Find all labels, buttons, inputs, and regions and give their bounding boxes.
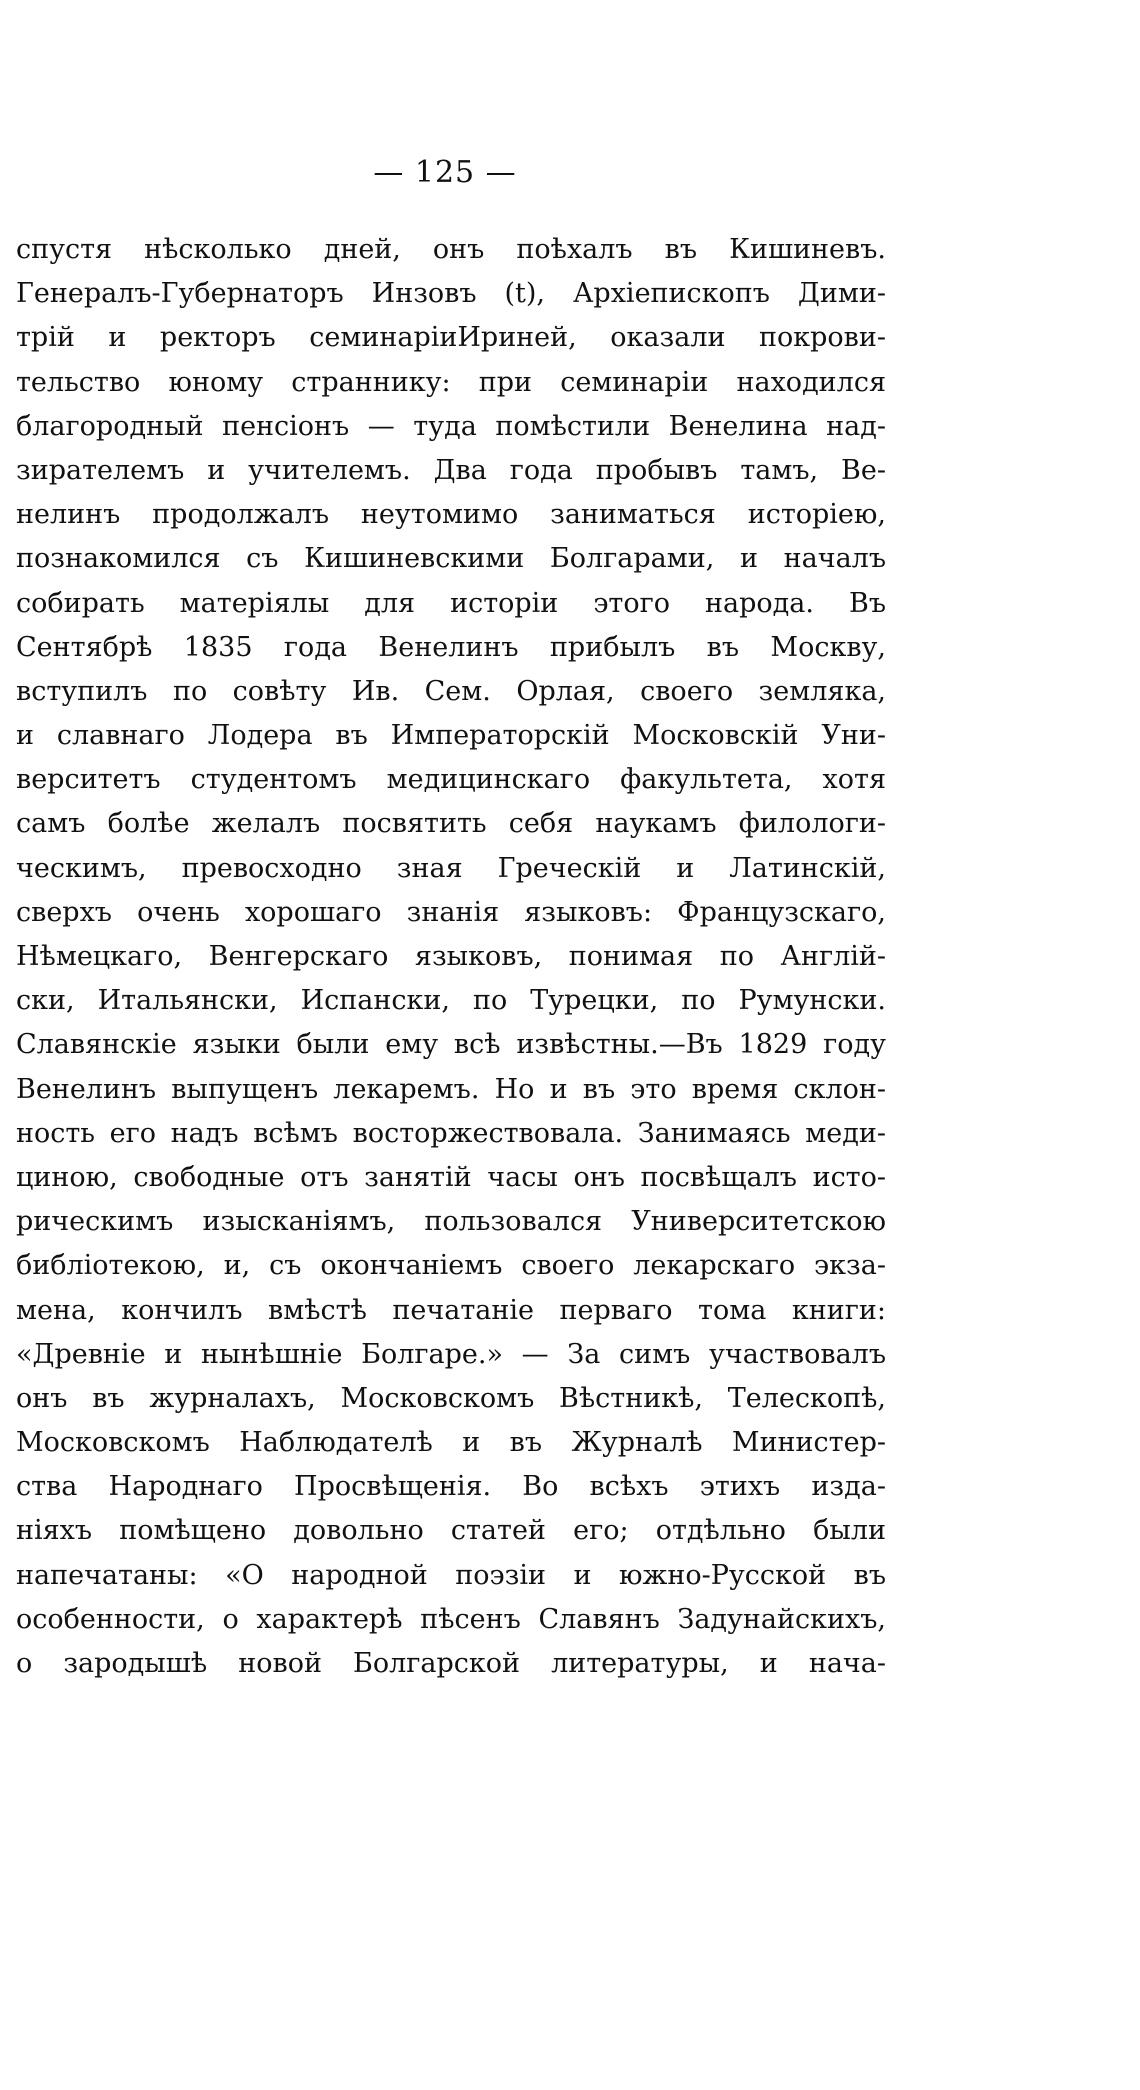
text-line: самъ болѣе желалъ посвятить себя наукамъ филологи- xyxy=(16,808,886,840)
text-line: вступилъ по совѣту Ив. Сем. Орлая, своего земляка, xyxy=(16,675,886,707)
text-line: библіотекою, и, съ окончаніемъ своего лекарскаго экза- xyxy=(16,1250,886,1282)
text-line: Генералъ-Губернаторъ Инзовъ (t), Архіепископъ Дими- xyxy=(16,278,886,310)
text-line: благородный пенсіонъ — туда помѣстили Венелина над- xyxy=(16,410,886,442)
text-line: Венелинъ выпущенъ лекаремъ. Но и въ это время склон- xyxy=(16,1073,886,1105)
text-line: познакомился съ Кишиневскими Болгарами, и началъ xyxy=(16,543,886,575)
text-line: спустя нѣсколько дней, онъ поѣхалъ въ Кишиневъ. xyxy=(16,234,886,265)
text-line: Московскомъ Наблюдателѣ и въ Журналѣ Министер- xyxy=(16,1427,886,1459)
text-line: напечатаны: «О народной поэзіи и южно-Русской въ xyxy=(16,1559,886,1591)
text-line: о зародышѣ новой Болгарской литературы, и нача- xyxy=(16,1648,886,1679)
text-line: Нѣмецкаго, Венгерскаго языковъ, понимая по Англій- xyxy=(16,941,886,972)
text-line: рическимъ изысканіямъ, пользовался Университетскою xyxy=(16,1206,886,1238)
body-text xyxy=(16,228,886,1686)
text-line: Славянскіе языки были ему всѣ извѣстны.—Въ 1829 году xyxy=(16,1029,886,1061)
text-line: нелинъ продолжалъ неутомимо заниматься исторіею, xyxy=(16,499,886,531)
text-line: «Древніе и нынѣшніе Болгаре.» — За симъ участвовалъ xyxy=(16,1338,886,1370)
text-line: верситетъ студентомъ медицинскаго факультета, хотя xyxy=(16,764,886,796)
text-line: Сентябрѣ 1835 года Венелинъ прибылъ въ Москву, xyxy=(16,631,886,663)
text-line: особенности, о характерѣ пѣсенъ Славянъ Задунайскихъ, xyxy=(16,1603,886,1635)
text-line: тельство юному страннику: при семинаріи находился xyxy=(16,366,886,398)
page-number: — 125 — xyxy=(373,155,517,190)
text-line: зирателемъ и учителемъ. Два года пробывъ тамъ, Ве- xyxy=(16,454,886,486)
text-line: собирать матеріялы для исторіи этого народа. Въ xyxy=(16,587,886,619)
text-line: ность его надъ всѣмъ восторжествовала. Занимаясь меди- xyxy=(16,1117,886,1149)
text-line: ски, Итальянски, Испански, по Турецки, по Румунски. xyxy=(16,985,886,1017)
text-line: мена, кончилъ вмѣстѣ печатаніе перваго тома книги: xyxy=(16,1294,886,1326)
text-line: ніяхъ помѣщено довольно статей его; отдѣльно были xyxy=(16,1515,886,1547)
text-line: и славнаго Лодера въ Императорскій Московскій Уни- xyxy=(16,720,886,752)
text-line: сверхъ очень хорошаго знанія языковъ: Французскаго, xyxy=(16,896,886,928)
text-line: трій и ректоръ семинаріиИриней, оказали покрови- xyxy=(16,322,886,354)
text-line: ства Народнаго Просвѣщенія. Во всѣхъ этихъ изда- xyxy=(16,1471,886,1503)
text-line: ческимъ, превосходно зная Греческій и Латинскій, xyxy=(16,852,886,884)
text-line: циною, свободные отъ занятій часы онъ посвѣщалъ исто- xyxy=(16,1161,886,1193)
text-line: онъ въ журналахъ, Московскомъ Вѣстникѣ, Телескопѣ, xyxy=(16,1382,886,1414)
